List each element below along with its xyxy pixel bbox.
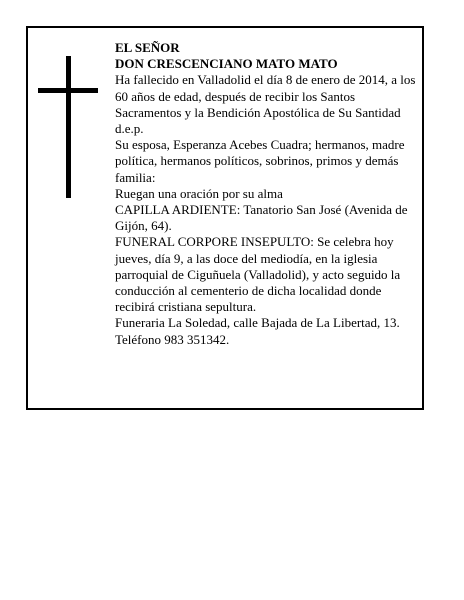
chapel-info: CAPILLA ARDIENTE: Tanatorio San José (Avenida de Gijón, 64).: [115, 202, 408, 234]
cross-vertical-bar: [66, 56, 71, 198]
obituary-text: [115, 40, 420, 348]
cross-icon: [38, 56, 98, 198]
funeral-home-info: Funeraria La Soledad, calle Bajada de La Libertad, 13. Teléfono 983 351342.: [115, 315, 400, 347]
deceased-name: DON CRESCENCIANO MATO MATO: [115, 56, 338, 72]
prayer-request: Ruegan una oración por su alma: [115, 185, 283, 201]
obituary-notice: [26, 26, 424, 410]
family-list: Su esposa, Esperanza Acebes Cuadra; hermanos, madre política, hermanos políticos, sobrinos, primos y demás familia:: [115, 137, 405, 185]
death-announcement: Ha fallecido en Valladolid el día 8 de enero de 2014, a los 60 años de edad, después de recibir los Santos Sacramentos y la Bendición Apostólica de Su Santidad d.e.p.: [115, 72, 416, 137]
obituary-title: EL SEÑOR: [115, 40, 180, 55]
cross-horizontal-bar: [38, 88, 98, 93]
funeral-info: FUNERAL CORPORE INSEPULTO: Se celebra hoy jueves, día 9, a las doce del mediodía, en la iglesia parroquial de Ciguñuela (Valladolid), y acto seguido la conducción al cementerio de dicha localidad donde recibirá cristiana sepultura.: [115, 234, 401, 315]
